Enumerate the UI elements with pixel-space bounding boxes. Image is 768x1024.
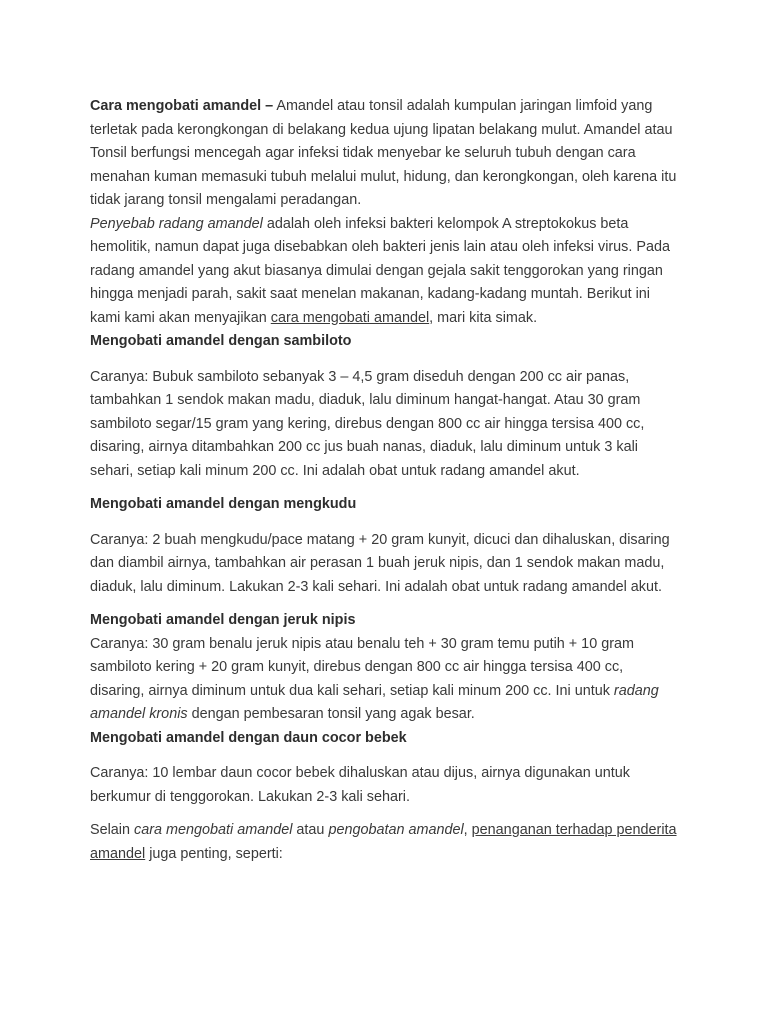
jeruk-nipis-italic: radang amandel kronis xyxy=(90,682,659,722)
section-body-mengkudu: Caranya: 2 buah mengkudu/pace matang + 20 gram kunyit, dicuci dan dihaluskan, disaring dan diambil airnya, tambahkan air perasan 1 buah jeruk nipis, dan 1 sendok makan madu, diaduk, lalu diminum. Lakukan 2-3 kali sehari. Ini adalah obat untuk radang amandel akut. xyxy=(90,531,670,595)
intro-text-1: Amandel atau tonsil adalah kumpulan jaringan limfoid yang terletak pada kerongkongan di belakang kedua ujung lipatan belakang mulut. Amandel atau Tonsil berfungsi mencegah agar infeksi tidak menyebar ke seluruh tubuh dengan cara menahan kuman memasuki tubuh melalui mulut, hidung, dan kerongkongan, oleh karena itu tidak jarang tonsil mengalami peradangan. xyxy=(90,98,677,208)
section-body-cocor-bebek: Caranya: 10 lembar daun cocor bebek dihaluskan atau dijus, airnya digunakan untuk berkumur di tenggorokan. Lakukan 2-3 kali sehari. xyxy=(90,765,631,805)
intro-paragraph xyxy=(90,95,680,330)
closing-paragraph xyxy=(90,819,680,866)
intro-link-cara-mengobati[interactable]: cara mengobati amandel xyxy=(270,309,430,326)
closing-text-1: Selain xyxy=(90,822,135,838)
closing-link-penanganan[interactable]: penanganan terhadap penderita amandel xyxy=(90,822,677,862)
intro-text-3: , mari kita simak. xyxy=(429,309,538,326)
closing-italic-2: pengobatan amandel xyxy=(328,822,464,838)
intro-italic-cause: Penyebab radang amandel xyxy=(90,215,263,232)
closing-text-4: juga penting, seperti: xyxy=(145,845,283,862)
intro-text-2: adalah oleh infeksi bakteri kelompok A streptokokus beta hemolitik, namun dapat juga disebabkan oleh bakteri jenis lain atau oleh infeksi virus. Pada radang amandel yang akut biasanya dimulai dengan gejala sakit tenggorokan yang ringan hingga menjadi parah, sakit saat menelan makanan, kadang-kadang muntah. Berikut ini kami kami akan menyajikan xyxy=(90,215,670,326)
section-heading-sambiloto: Mengobati amandel dengan sambiloto xyxy=(90,333,352,349)
closing-text-3: , xyxy=(463,822,472,838)
section-heading-cocor-bebek: Mengobati amandel dengan daun cocor bebek xyxy=(90,729,407,746)
document-body xyxy=(90,95,680,866)
closing-text-2: atau xyxy=(292,822,329,838)
jeruk-nipis-text-end: dengan pembesaran tonsil yang agak besar. xyxy=(187,706,475,722)
section-body-sambiloto: Caranya: Bubuk sambiloto sebanyak 3 – 4,5 gram diseduh dengan 200 cc air panas, tambahkan 1 sendok makan madu, diaduk, lalu diminum hangat-hangat. Atau 30 gram sambiloto segar/15 gram yang kering, direbus dengan 800 cc air hingga tersisa 400 cc, disaring, airnya ditambahkan 200 cc jus buah nanas, diaduk, lalu diminum untuk 3 kali sehari, setiap kali minum 200 cc. Ini adalah obat untuk radang amandel akut. xyxy=(90,368,645,479)
section-heading-mengkudu: Mengobati amandel dengan mengkudu xyxy=(90,496,357,512)
section-body-jeruk-nipis xyxy=(90,633,680,727)
jeruk-nipis-text: Caranya: 30 gram benalu jeruk nipis atau benalu teh + 30 gram temu putih + 10 gram sambiloto kering + 20 gram kunyit, direbus dengan 800 cc air hingga tersisa 400 cc, disaring, airnya diminum untuk dua kali sehari, setiap kali minum 200 cc. Ini untuk xyxy=(90,635,634,699)
section-heading-jeruk-nipis: Mengobati amandel dengan jeruk nipis xyxy=(90,612,356,628)
closing-italic-1: cara mengobati amandel xyxy=(134,822,293,838)
intro-lead: Cara mengobati amandel – xyxy=(90,98,274,114)
